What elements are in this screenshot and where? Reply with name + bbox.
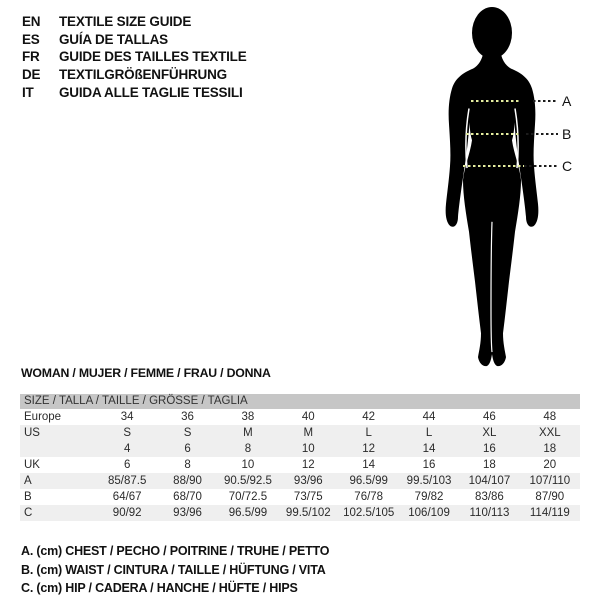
language-code: EN [22,14,41,30]
size-cell: 38 [241,411,255,423]
legend-line: C. (cm) HIP / CADERA / HANCHE / HÜFTE / HIPS [21,581,298,596]
table-row [20,505,580,521]
size-cell: L [425,427,433,439]
size-table-body [20,409,580,521]
language-title-list [22,13,247,101]
language-row [22,13,247,31]
size-cell: M [243,427,253,439]
language-row [22,48,247,66]
size-cell: 18 [543,443,557,455]
size-cell: 96.5/99 [228,507,268,519]
size-cell: 46 [483,411,496,423]
size-cell: XXL [538,427,561,439]
size-cell: S [183,427,192,439]
size-cell: M [303,427,314,439]
guide-title: TEXTILGRÖßENFÜHRUNG [59,67,227,83]
body-dash-line [466,133,519,135]
size-cell: 85/87.5 [108,475,147,487]
size-cell: 99.5/102 [285,507,331,519]
size-cell: 20 [543,459,557,471]
row-label: UK [24,459,40,471]
language-code: FR [22,49,40,65]
marker-letter: A [562,93,572,109]
pointer-dash-line [533,100,558,102]
size-cell: 36 [181,411,194,423]
size-cell: 42 [362,411,376,423]
size-cell: 79/82 [414,491,444,503]
size-table-header: SIZE / TALLA / TAILLE / GRÖSSE / TAGLIA [20,394,580,409]
language-row [22,83,247,101]
language-row [22,31,247,49]
pointer-dash-line [524,165,558,167]
guide-title: GUIDA ALLE TAGLIE TESSILI [59,84,243,100]
size-cell: 10 [301,443,315,455]
size-cell: 90.5/92.5 [223,475,272,487]
size-cell: 6 [184,443,191,455]
measurement-legend [21,542,329,598]
size-cell: 68/70 [173,491,202,503]
size-cell: 64/67 [112,491,142,503]
size-cell: 10 [241,459,255,471]
size-cell: 90/92 [112,507,142,519]
size-cell: 102.5/105 [343,507,395,519]
size-cell: 73/75 [293,491,323,503]
size-cell: 70/72.5 [228,491,268,503]
table-row [20,441,580,457]
size-cell: 8 [184,459,191,471]
size-cell: XL [482,427,497,439]
body-dash-line [471,100,519,102]
size-cell: 104/107 [468,475,511,487]
size-cell: 99.5/103 [406,475,452,487]
size-cell: 40 [301,411,315,423]
size-cell: 18 [483,459,496,471]
row-label: A [24,475,32,487]
body-dash-line [463,165,524,167]
section-heading: WOMAN / MUJER / FEMME / FRAU / DONNA [21,366,271,380]
row-label: C [24,507,33,519]
size-cell: 88/90 [173,475,202,487]
table-row [20,473,580,489]
size-cell: 48 [543,411,557,423]
language-row [22,66,247,84]
size-cell: 12 [362,443,376,455]
guide-title: GUIDE DES TAILLES TEXTILE [59,49,247,65]
size-cell: 14 [362,459,376,471]
size-cell: 16 [422,459,436,471]
row-label: US [24,427,40,439]
size-cell: 14 [422,443,436,455]
size-cell: 93/96 [173,507,202,519]
row-label [20,441,97,457]
size-cell: S [123,427,132,439]
size-cell: 106/109 [408,507,450,519]
size-cell: 4 [123,443,131,455]
pointer-dash-line [526,133,558,135]
size-cell: 16 [483,443,496,455]
size-cell: 12 [301,459,315,471]
silhouette-body [446,45,539,366]
language-code: IT [22,84,34,100]
woman-silhouette-figure [435,7,600,370]
marker-letter: C [562,158,573,174]
size-cell: 87/90 [535,491,565,503]
marker-letter: B [562,126,572,142]
size-cell: 96.5/99 [349,475,388,487]
table-row [20,409,580,425]
size-cell: 6 [123,459,131,471]
size-cell: 76/78 [354,491,384,503]
size-cell: 114/119 [529,507,570,519]
legend-line: A. (cm) CHEST / PECHO / POITRINE / TRUHE / PETTO [21,544,330,558]
table-row [20,489,580,505]
legend-line: B. (cm) WAIST / CINTURA / TAILLE / HÜFTUNG / VITA [21,562,326,577]
size-table [20,394,580,521]
size-cell: 93/96 [293,475,323,487]
size-cell: 8 [244,443,252,455]
size-cell: 110/113 [469,507,510,519]
size-cell: 34 [120,411,134,423]
size-cell: L [365,427,372,439]
size-cell: 44 [422,411,436,423]
language-code: DE [22,67,41,83]
table-row [20,457,580,473]
row-label: B [24,491,32,503]
table-row [20,425,580,441]
guide-title: GUÍA DE TALLAS [59,31,168,47]
size-cell: 107/110 [529,475,571,487]
language-code: ES [22,31,40,47]
row-label: Europe [24,411,62,423]
woman-silhouette-icon [435,7,555,370]
guide-title: TEXTILE SIZE GUIDE [59,14,192,30]
size-cell: 83/86 [475,491,504,503]
